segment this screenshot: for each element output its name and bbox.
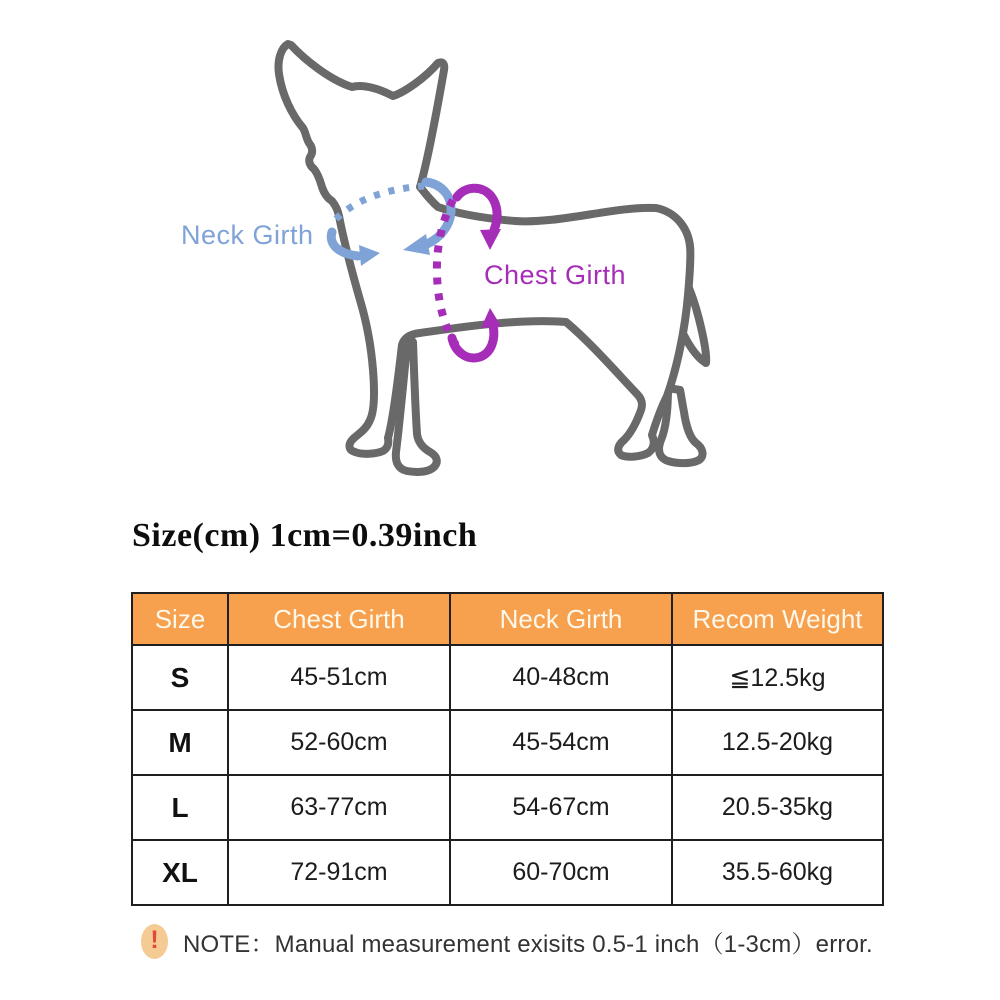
chest-cell: 45-51cm xyxy=(228,645,450,710)
size-cell: S xyxy=(132,645,228,710)
size-cell: M xyxy=(132,710,228,775)
weight-cell: ≦12.5kg xyxy=(672,645,883,710)
table-row-xl xyxy=(132,840,883,905)
chest-cell: 52-60cm xyxy=(228,710,450,775)
chest-cell: 72-91cm xyxy=(228,840,450,905)
size-cell: L xyxy=(132,775,228,840)
neck-cell: 54-67cm xyxy=(450,775,672,840)
neck-girth-label: Neck Girth xyxy=(181,220,314,250)
weight-cell: 35.5-60kg xyxy=(672,840,883,905)
table-row-s xyxy=(132,645,883,710)
chest-girth-label: Chest Girth xyxy=(484,260,627,290)
table-row-m xyxy=(132,710,883,775)
weight-cell: 20.5-35kg xyxy=(672,775,883,840)
note-text: NOTE：Manual measurement exisits 0.5-1 inch（1-3cm）error. xyxy=(183,931,873,958)
table-row-l xyxy=(132,775,883,840)
col-header-neck: Neck Girth xyxy=(450,593,672,645)
weight-cell: 12.5-20kg xyxy=(672,710,883,775)
size-cell: XL xyxy=(132,840,228,905)
neck-cell: 40-48cm xyxy=(450,645,672,710)
exclamation-icon xyxy=(141,924,168,959)
col-header-weight: Recom Weight xyxy=(672,593,883,645)
measurement-note xyxy=(141,924,873,959)
table-header-row xyxy=(132,593,883,645)
col-header-chest: Chest Girth xyxy=(228,593,450,645)
size-table xyxy=(131,592,884,906)
exclamation-mark: ! xyxy=(150,926,159,954)
neck-cell: 60-70cm xyxy=(450,840,672,905)
col-header-size: Size xyxy=(132,593,228,645)
neck-cell: 45-54cm xyxy=(450,710,672,775)
size-table-title: Size(cm) 1cm=0.39inch xyxy=(132,517,478,554)
chest-cell: 63-77cm xyxy=(228,775,450,840)
